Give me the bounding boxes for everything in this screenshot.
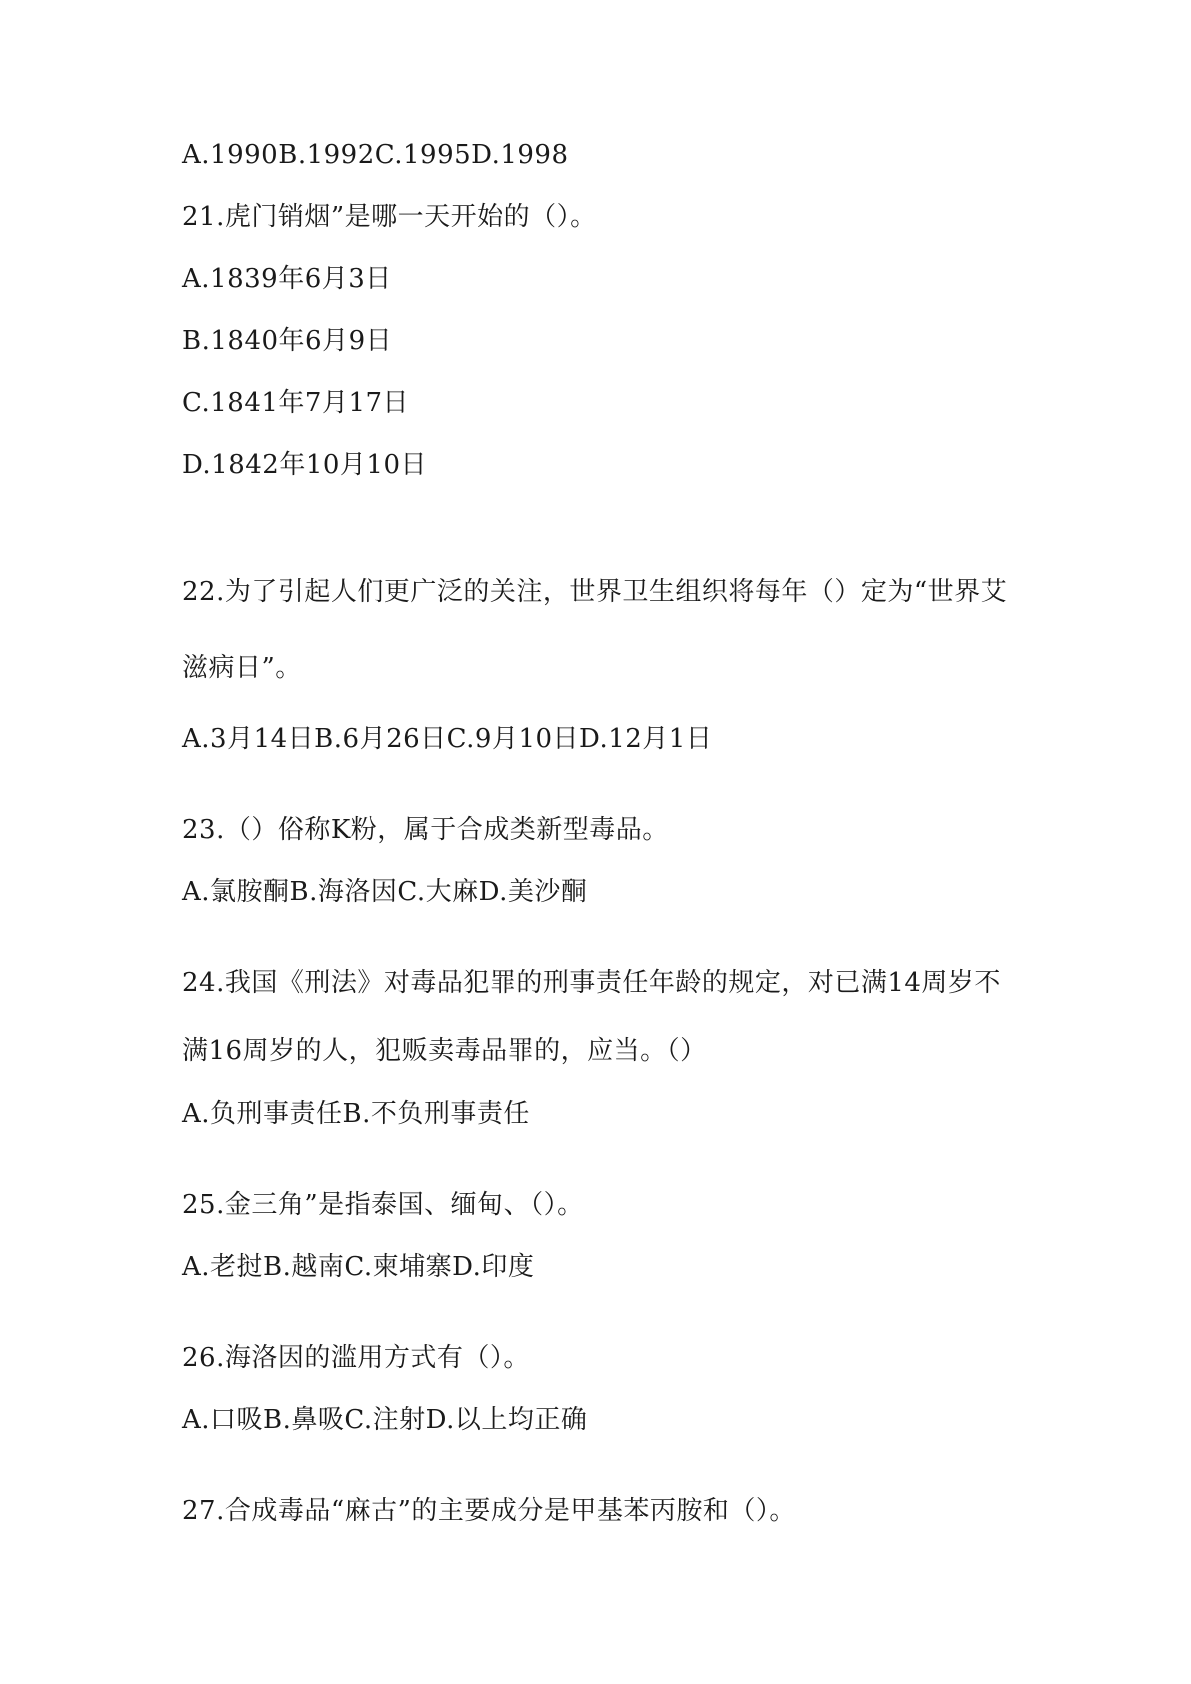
q21-option-d: D.1842年10月10日 xyxy=(182,450,428,480)
q27-question: 27.合成毒品“麻古”的主要成分是甲基苯丙胺和（）。 xyxy=(182,1496,796,1526)
q25-options: A.老挝B.越南C.柬埔寨D.印度 xyxy=(182,1252,535,1282)
q24-options: A.负刑事责任B.不负刑事责任 xyxy=(182,1099,530,1129)
q26-options: A.口吸B.鼻吸C.注射D.以上均正确 xyxy=(182,1405,588,1435)
q23-question: 23.（）俗称K粉，属于合成类新型毒品。 xyxy=(182,815,669,845)
q23-options: A.氯胺酮B.海洛因C.大麻D.美沙酮 xyxy=(182,877,588,907)
q21-option-b: B.1840年6月9日 xyxy=(182,326,393,356)
q21-question: 21.虎门销烟”是哪一天开始的（）。 xyxy=(182,202,597,232)
q22-options: A.3月14日B.6月26日C.9月10日D.12月1日 xyxy=(182,724,713,754)
q25-question: 25.金三角”是指泰国、缅甸、（）。 xyxy=(182,1190,584,1220)
q24-question-line2: 满16周岁的人，犯贩卖毒品罪的，应当。（） xyxy=(182,1036,707,1066)
q20-options: A.1990B.1992C.1995D.1998 xyxy=(182,140,569,170)
q26-question: 26.海洛因的滥用方式有（）。 xyxy=(182,1343,530,1373)
q21-option-a: A.1839年6月3日 xyxy=(182,264,392,294)
q24-question-line1: 24.我国《刑法》对毒品犯罪的刑事责任年龄的规定，对已满14周岁不 xyxy=(182,968,1001,998)
q22-question-line1: 22.为了引起人们更广泛的关注，世界卫生组织将每年（）定为“世界艾 xyxy=(182,577,1008,607)
q22-question-line2: 滋病日”。 xyxy=(182,653,302,683)
q21-option-c: C.1841年7月17日 xyxy=(182,388,410,418)
